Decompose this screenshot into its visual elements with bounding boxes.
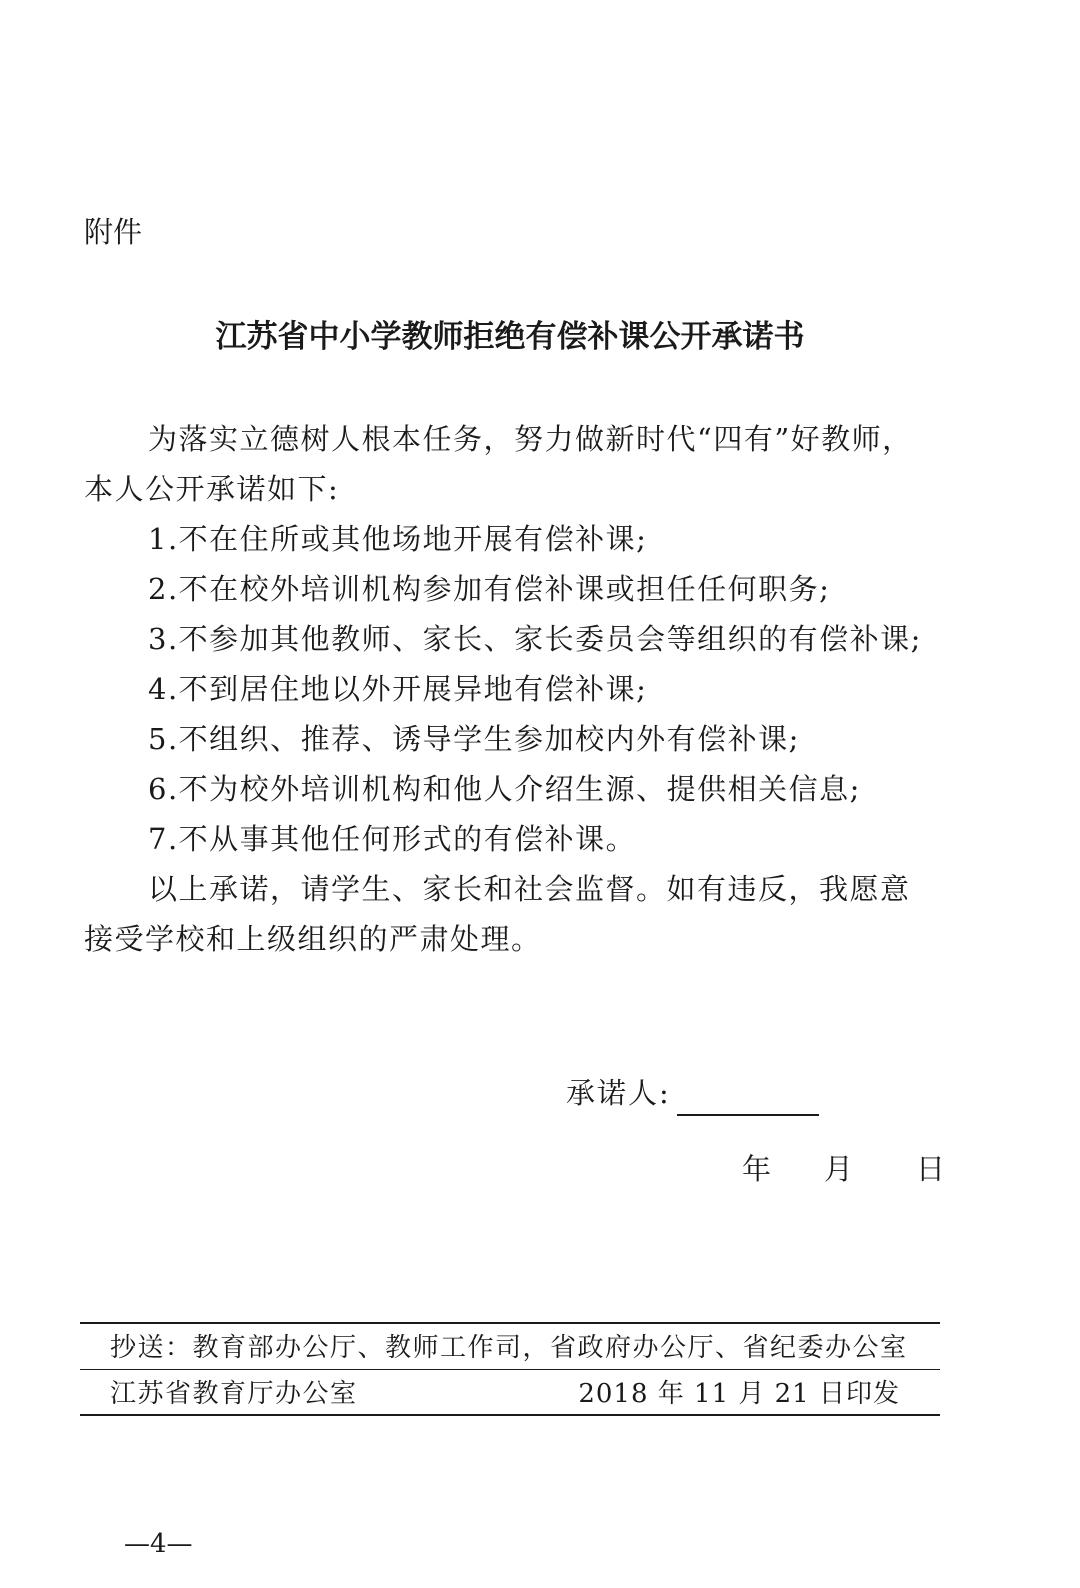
date-month-label: 月: [824, 1152, 854, 1186]
signature-blank-line[interactable]: [677, 1078, 819, 1116]
date-year-label: 年: [742, 1152, 772, 1186]
signature-date: [742, 1146, 945, 1192]
commitment-item-4: 4.不到居住地以外开展异地有偿补课;: [148, 672, 648, 706]
intro-line-1: 为落实立德树人根本任务，努力做新时代“四有”好教师，: [148, 422, 913, 456]
footer-cc-list: 抄送：教育部办公厅、教师工作司，省政府办公厅、省纪委办公室: [110, 1333, 908, 1363]
date-day-label: 日: [916, 1152, 946, 1186]
commitment-item-6: 6.不为校外培训机构和他人介绍生源、提供相关信息;: [148, 772, 861, 806]
commitment-item-7: 7.不从事其他任何形式的有偿补课。: [148, 822, 637, 856]
document-title: 江苏省中小学教师拒绝有偿补课公开承诺书: [215, 319, 805, 355]
signature-block: [566, 1070, 819, 1116]
closing-line-2: 接受学校和上级组织的严肃处理。: [84, 922, 542, 956]
footer-middle-rule: [80, 1369, 940, 1370]
footer-issuer: 江苏省教育厅办公室: [110, 1379, 358, 1409]
footer-top-rule: [80, 1322, 940, 1324]
signer-label: 承诺人:: [566, 1076, 671, 1110]
page-number: —4—: [124, 1529, 193, 1559]
commitment-item-3: 3.不参加其他教师、家长、家长委员会等组织的有偿补课;: [148, 622, 922, 656]
attachment-label: 附件: [84, 215, 143, 249]
commitment-item-1: 1.不在住所或其他场地开展有偿补课;: [148, 522, 648, 556]
footer-bottom-rule: [80, 1414, 940, 1416]
commitment-item-5: 5.不组织、推荐、诱导学生参加校内外有偿补课;: [148, 722, 800, 756]
closing-line-1: 以上承诺，请学生、家长和社会监督。如有违反，我愿意: [148, 872, 911, 906]
intro-line-2: 本人公开承诺如下:: [84, 472, 340, 506]
footer-issue-date: 2018 年 11 月 21 日印发: [578, 1379, 900, 1409]
commitment-item-2: 2.不在校外培训机构参加有偿补课或担任任何职务;: [148, 572, 831, 606]
